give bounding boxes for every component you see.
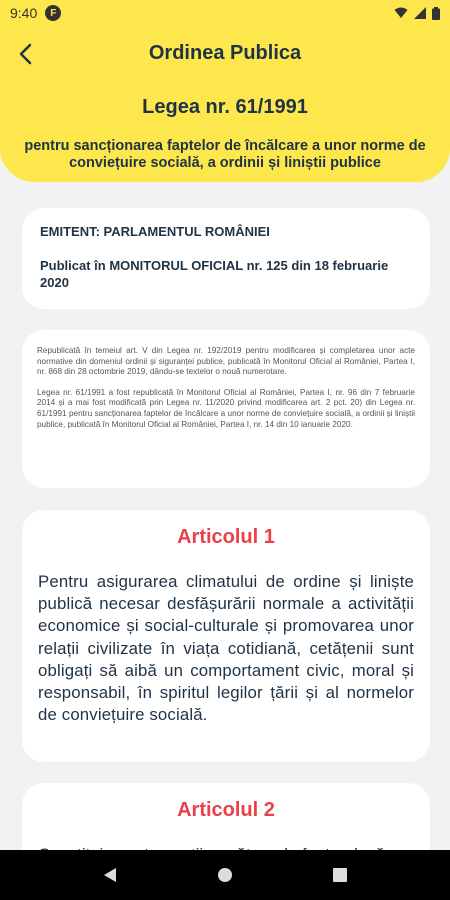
app-notification-icon: F [45, 5, 61, 21]
circle-home-icon [217, 867, 233, 883]
square-recents-icon [333, 868, 347, 882]
article-card[interactable] [22, 510, 430, 762]
article-title: Articolul 1 [177, 526, 275, 548]
status-bar [0, 0, 450, 26]
page-title: Ordinea Publica [148, 42, 302, 64]
system-navigation-bar [0, 850, 450, 900]
nav-home-button[interactable] [217, 867, 233, 883]
law-subtitle: pentru sancționarea faptelor de încălcare a unor norme de conviețuire socială, a ordinii și liniștii publice [24, 138, 426, 171]
publication-text: Publicat în MONITORUL OFICIAL nr. 125 din 18 februarie 2020 [40, 258, 389, 290]
wifi-icon [394, 7, 408, 19]
law-title: Legea nr. 61/1991 [142, 96, 308, 118]
note-paragraph: Republicată în temeiul art. V din Legea nr. 192/2019 pentru modificarea și completarea unor acte normative din domeniul ordinii și siguranței publice, publicată în Monitorul Oficial al României, Partea I, nr. 868 din 28 octombrie 2019, dându-se textelor o nouă numerotare. [37, 346, 415, 377]
note-paragraph: Legea nr. 61/1991 a fost republicată în Monitorul Oficial al României, Partea I, nr. 96 din 7 februarie 2014 și a mai fost modificată prin Legea nr. 11/2020 privind modificarea art. 2 pct. 20) din Legea nr. 61/1991 pentru sancționarea faptelor de încălcare a unor norme de conviețuire socială, a ordinii și liniștii publice, publicată în Monitorul Oficial al României, Partea I, nr. 14 din 10 ianuarie 2020. [37, 387, 415, 429]
republication-notes-card [22, 330, 430, 488]
article-title: Articolul 2 [177, 799, 275, 821]
emitent-card [22, 208, 430, 309]
header [0, 26, 450, 182]
nav-back-button[interactable] [103, 867, 117, 883]
emitent-text: EMITENT: PARLAMENTUL ROMÂNIEI [40, 224, 270, 239]
battery-icon [432, 7, 440, 20]
article-text: Pentru asigurarea climatului de ordine și liniște publică necesar desfășurării normale a activității economice și social-culturale și promovarea unor relații civilizate în viața cotidiană, cetățenii sunt obligați să aibă un comportament civic, moral și responsabil, în spiritul legilor țării și al normelor de conviețuire socială. [38, 572, 414, 725]
status-time: 9:40 [10, 5, 38, 21]
nav-recents-button[interactable] [333, 868, 347, 882]
status-icons [394, 7, 440, 20]
signal-icon [414, 7, 426, 19]
triangle-back-icon [103, 867, 117, 883]
